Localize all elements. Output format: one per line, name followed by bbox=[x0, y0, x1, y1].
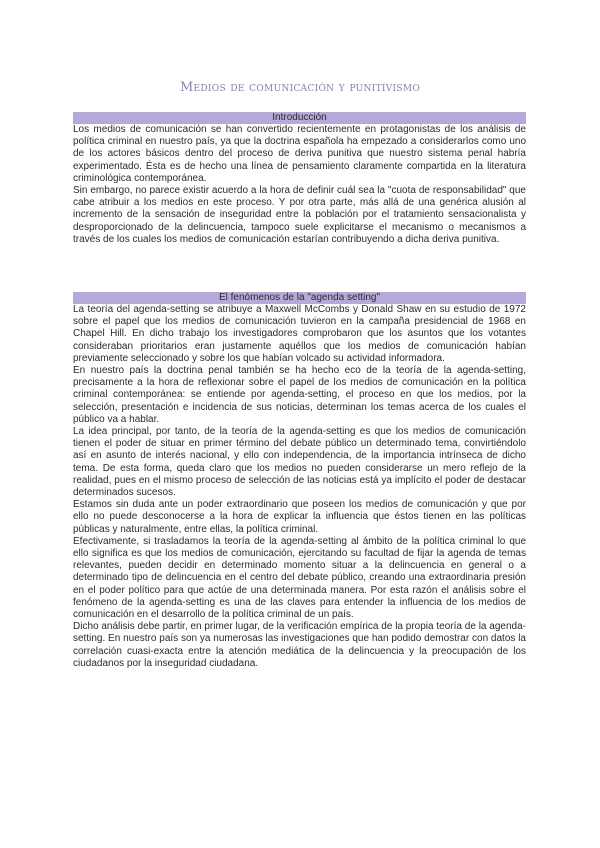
paragraph: Sin embargo, no parece existir acuerdo a la hora de definir cuál sea la "cuota de responsabilidad" que cabe atribuir a los medios en este proceso. Y por otra parte, más allá de una genérica alusión al incremento de la sensación de inseguridad entre la población por el tratamiento sensacionalista y desproporcionado de la delincuencia, tampoco suele explicitarse el mecanismo o mecanismos a través de los cuales los medios de comunicación estarían contribuyendo a dicha deriva punitiva. bbox=[73, 185, 526, 245]
document-title: Medios de comunicación y punitivismo bbox=[179, 80, 421, 95]
paragraph: Estamos sin duda ante un poder extraordinario que poseen los medios de comunicación y que por ello no puede desconocerse a la hora de explicar la influencia que éstos tienen en las políticas públicas y naturalmente, entre ellas, la política criminal. bbox=[73, 499, 526, 535]
paragraph: La idea principal, por tanto, de la teoría de la agenda-setting es que los medios de comunicación tienen el poder de situar en primer término del debate público un determinado tema, convirtiéndolo así en asunto de interés nacional, y ello con independencia, de la importancia intrínseca de dicho tema. De esta forma, queda claro que los medios no pueden considerarse un mero reflejo de la realidad, pues en el mismo proceso de selección de las noticias está ya implícito el poder de destacar determinados sucesos. bbox=[73, 426, 526, 499]
section-body-agenda-setting bbox=[73, 304, 526, 670]
section-heading-introduccion: Introducción bbox=[73, 112, 526, 124]
paragraph: La teoría del agenda-setting se atribuye a Maxwell McCombs y Donald Shaw en su estudio de 1972 sobre el papel que los medios de comunicación tuvieron en la campaña presidencial de 1968 en Chapel Hill. En dicho trabajo los investigadores comprobaron que los asuntos que los votantes consideraban prioritarios eran justamente aquéllos que los medios de comunicación habían previamente seleccionado y sobre los que habían volcado su actividad informadora. bbox=[73, 304, 526, 364]
paragraph: En nuestro país la doctrina penal también se ha hecho eco de la teoría de la agenda-setting, precisamente a la hora de reflexionar sobre el papel de los medios de comunicación en la política criminal contemporánea: se entiende por agenda-setting, el proceso en que los medios, por la selección, presentación e incidencia de sus noticias, determinan los temas acerca de los cuales el público va a hablar. bbox=[73, 365, 526, 425]
section-heading-agenda-setting: El fenómenos de la "agenda setting" bbox=[73, 292, 526, 304]
paragraph: Los medios de comunicación se han convertido recientemente en protagonistas de los análisis de política criminal en nuestro país, ya que la doctrina española ha empezado a considerarlos como uno de los actores básicos dentro del proceso de deriva punitiva que nuestro sistema penal habría experimentado. Ésta es de hecho una línea de pensamiento claramente compartida en la literatura criminológica contemporánea. bbox=[73, 124, 526, 184]
section-body-introduccion bbox=[73, 124, 526, 246]
paragraph: Dicho análisis debe partir, en primer lugar, de la verificación empírica de la propia teoría de la agenda-setting. En nuestro país son ya numerosas las investigaciones que han podido demostrar con datos la correlación cuasi-exacta entre la atención mediática de la delincuencia y la preocupación de los ciudadanos por la inseguridad ciudadana. bbox=[73, 621, 526, 669]
paragraph: Efectivamente, si trasladamos la teoría de la agenda-setting al ámbito de la política criminal lo que ello significa es que los medios de comunicación, ejercitando su facultad de fijar la agenda de temas relevantes, pueden decidir en determinado momento situar a la delincuencia en general o a determinado tipo de delincuencia en el centro del debate público, creando una extraordinaria presión en el poder político para que actúe de una determinada manera. Por esta razón el análisis sobre el fenómeno de la agenda-setting es una de las claves para entender la influencia de los medios de comunicación en el desarrollo de la política criminal de un país. bbox=[73, 535, 526, 621]
